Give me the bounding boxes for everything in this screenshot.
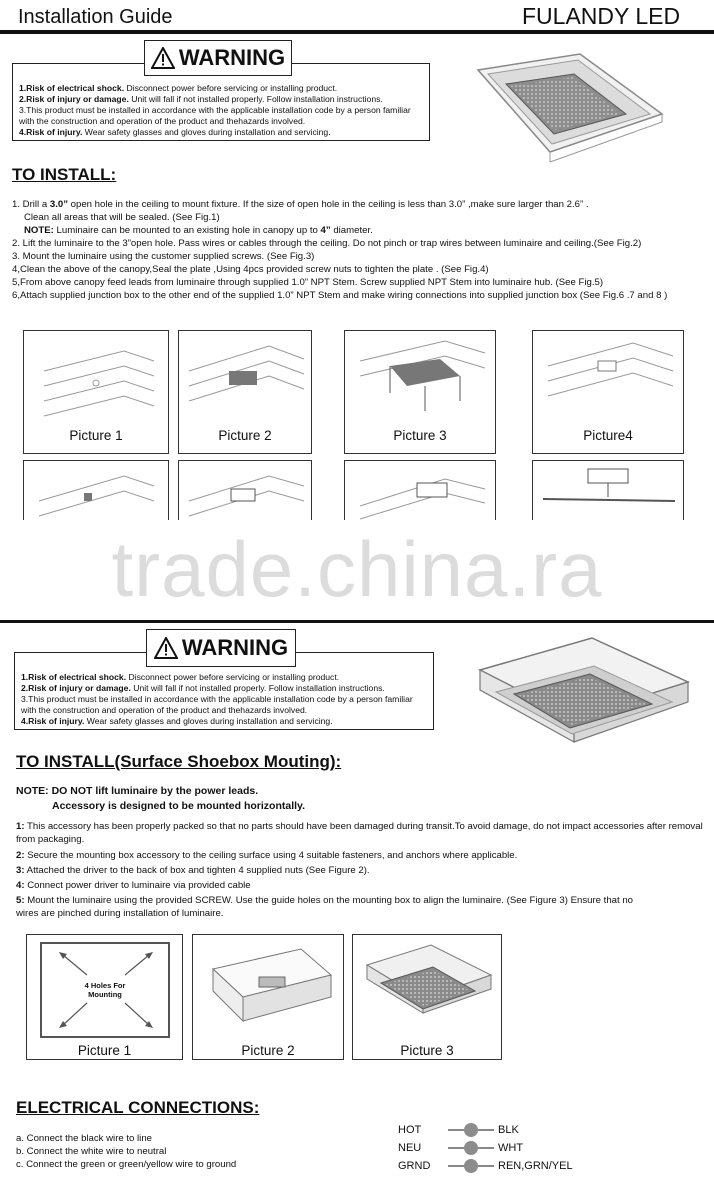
luminaire-mount-drawing — [353, 935, 502, 1041]
shoebox-step-4: 4: Connect power driver to luminaire via provided cable — [16, 880, 251, 891]
install-title: TO INSTALL: — [12, 165, 117, 184]
install-step-3: 3. Mount the luminaire using the customer supplied screws. (See Fig.3) — [12, 251, 315, 262]
page-title: Installation Guide — [18, 6, 173, 28]
header-divider — [0, 30, 714, 34]
section-divider — [0, 620, 714, 623]
figure-label: Picture 3 — [400, 1043, 454, 1058]
wire-nut-icon — [464, 1159, 478, 1173]
figure-label: Picture 3 — [393, 428, 447, 443]
warning-line: 2.Risk of injury or damage. Unit will fall if not installed properly. Follow installation instructions. — [21, 683, 385, 693]
canopy-light-image — [470, 44, 670, 166]
figure-label: Picture4 — [583, 428, 633, 443]
seal-plate-drawing — [533, 331, 684, 431]
figure-shoebox-3 — [352, 934, 502, 1060]
figure-shoebox-1 — [26, 934, 183, 1060]
wire-label: NEU — [398, 1142, 422, 1154]
wire-label: GRND — [398, 1160, 431, 1172]
warning-line: 3.This product must be installed in accordance with the applicable installation code by a person familiar with the construction and operation of the product and thehazards involved. — [19, 105, 411, 126]
warning-line: 3.This product must be installed in accordance with the applicable installation code by a person familiar with the construction and operation of the product and thehazards involved. — [21, 694, 413, 715]
install-steps — [12, 198, 712, 302]
warning-title-top: WARNING — [144, 40, 292, 76]
figure-label: Picture 2 — [218, 428, 272, 443]
wire-color: BLK — [498, 1124, 519, 1136]
install-step-2: 2. Lift the luminaire to the 3”open hole. Pass wires or cables through the ceiling. Do not pinch or trap wires between luminaire and ceiling.(See Fig.2) — [12, 238, 642, 249]
wire-row-neu — [398, 1139, 573, 1157]
shoebox-step-1: 1: This accessory has been properly packed so that no parts should have been damaged during transit.To avoid damage, do not impact accessories after removal from packaging. — [16, 821, 703, 845]
driver-box-drawing — [193, 935, 344, 1041]
warning-line: 1.Risk of electrical shock. Disconnect power before servicing or installing product. — [19, 83, 338, 93]
warning-triangle-icon — [154, 637, 178, 659]
warning-line: 4.Risk of injury. Wear safety glasses and gloves during installation and servicing. — [19, 127, 331, 137]
figure-2 — [178, 330, 312, 454]
holes-label: 4 Holes For Mounting — [84, 981, 126, 999]
warning-title-bottom: WARNING — [146, 629, 296, 667]
install-shoebox-title: TO INSTALL(Surface Shoebox Mouting): — [16, 752, 342, 771]
ceiling-panel-drawing — [24, 331, 169, 431]
electrical-line: b. Connect the white wire to neutral — [16, 1146, 167, 1157]
warning-line: 4.Risk of injury. Wear safety glasses and gloves during installation and servicing. — [21, 716, 333, 726]
electrical-instructions — [16, 1132, 236, 1171]
brand-title: FULANDY LED — [522, 3, 681, 29]
shoebox-step-2: 2: Secure the mounting box accessory to the ceiling surface using 4 suitable fasteners, and anchors where applicable. — [16, 850, 518, 861]
wire-color: WHT — [498, 1142, 524, 1154]
electrical-title: ELECTRICAL CONNECTIONS: — [16, 1098, 260, 1117]
figure-4 — [532, 330, 684, 454]
electrical-line: a. Connect the black wire to line — [16, 1133, 152, 1144]
install-note-1: NOTE: DO NOT lift luminaire by the power leads. — [16, 785, 259, 797]
shoebox-light-image — [474, 630, 694, 762]
figure-label: Picture 2 — [241, 1043, 295, 1058]
warning-line: 1.Risk of electrical shock. Disconnect power before servicing or installing product. — [21, 672, 340, 682]
wire-row-grnd — [398, 1157, 573, 1175]
install-step-5: 5,From above canopy feed leads from luminaire through supplied 1.0” NPT Stem. Screw supplied NPT Stem into luminaire hub. (See Fig.5) — [12, 277, 604, 288]
figure-label: Picture 1 — [77, 1043, 132, 1058]
install-step-1: 1. Drill a 3.0” open hole in the ceiling to mount fixture. If the size of open hole in the ceiling is less than 3.0” ,make sure larger than 2.6” . — [12, 199, 589, 210]
install-step-4: 4,Clean the above of the canopy,Seal the plate ,Using 4pcs provided screw nuts to tighten the plate . (See Fig.4) — [12, 264, 489, 275]
warning-triangle-icon — [151, 47, 175, 69]
watermark: trade.china.ra — [111, 525, 603, 613]
figure-shoebox-2 — [192, 934, 344, 1060]
electrical-line: c. Connect the green or green/yellow wire to ground — [16, 1159, 237, 1170]
install-step-6: 6,Attach supplied junction box to the other end of the supplied 1.0” NPT Stem and make wiring connections into supplied junction box (See Fig.6 .7 and 8 ) — [12, 290, 668, 301]
warning-line: 2.Risk of injury or damage. Unit will fall if not installed properly. Follow installation instructions. — [19, 94, 383, 104]
fixture-screws-drawing — [345, 331, 496, 431]
install-note: NOTE: Luminaire can be mounted to an existing hole in canopy up to 4” diameter. — [24, 225, 373, 236]
shoebox-step-5: 5: Mount the luminaire using the provided SCREW. Use the guide holes on the mounting box to align the luminaire. (See Figure 3) Ensure that no wires are pinched during installation of luminaire. — [16, 895, 634, 919]
wire-nut-icon — [464, 1123, 478, 1137]
shoebox-step-3: 3: Attached the driver to the back of box and tighten 4 supplied nuts (See Figure 2). — [16, 865, 370, 876]
figure-3 — [344, 330, 496, 454]
ceiling-fixture-drawing — [179, 331, 312, 431]
wire-color: REN,GRN/YEL — [498, 1160, 573, 1172]
wire-row-hot — [398, 1121, 573, 1139]
figure-label: Picture 1 — [69, 428, 123, 443]
figure-1 — [23, 330, 169, 454]
wire-nut-icon — [464, 1141, 478, 1155]
shoebox-steps — [16, 820, 714, 920]
install-step-1-cont: Clean all areas that will be sealed. (See Fig.1) — [24, 212, 220, 223]
wire-label: HOT — [398, 1124, 422, 1136]
install-note-2: Accessory is designed to be mounted horizontally. — [52, 800, 306, 812]
wire-diagram — [398, 1121, 573, 1175]
